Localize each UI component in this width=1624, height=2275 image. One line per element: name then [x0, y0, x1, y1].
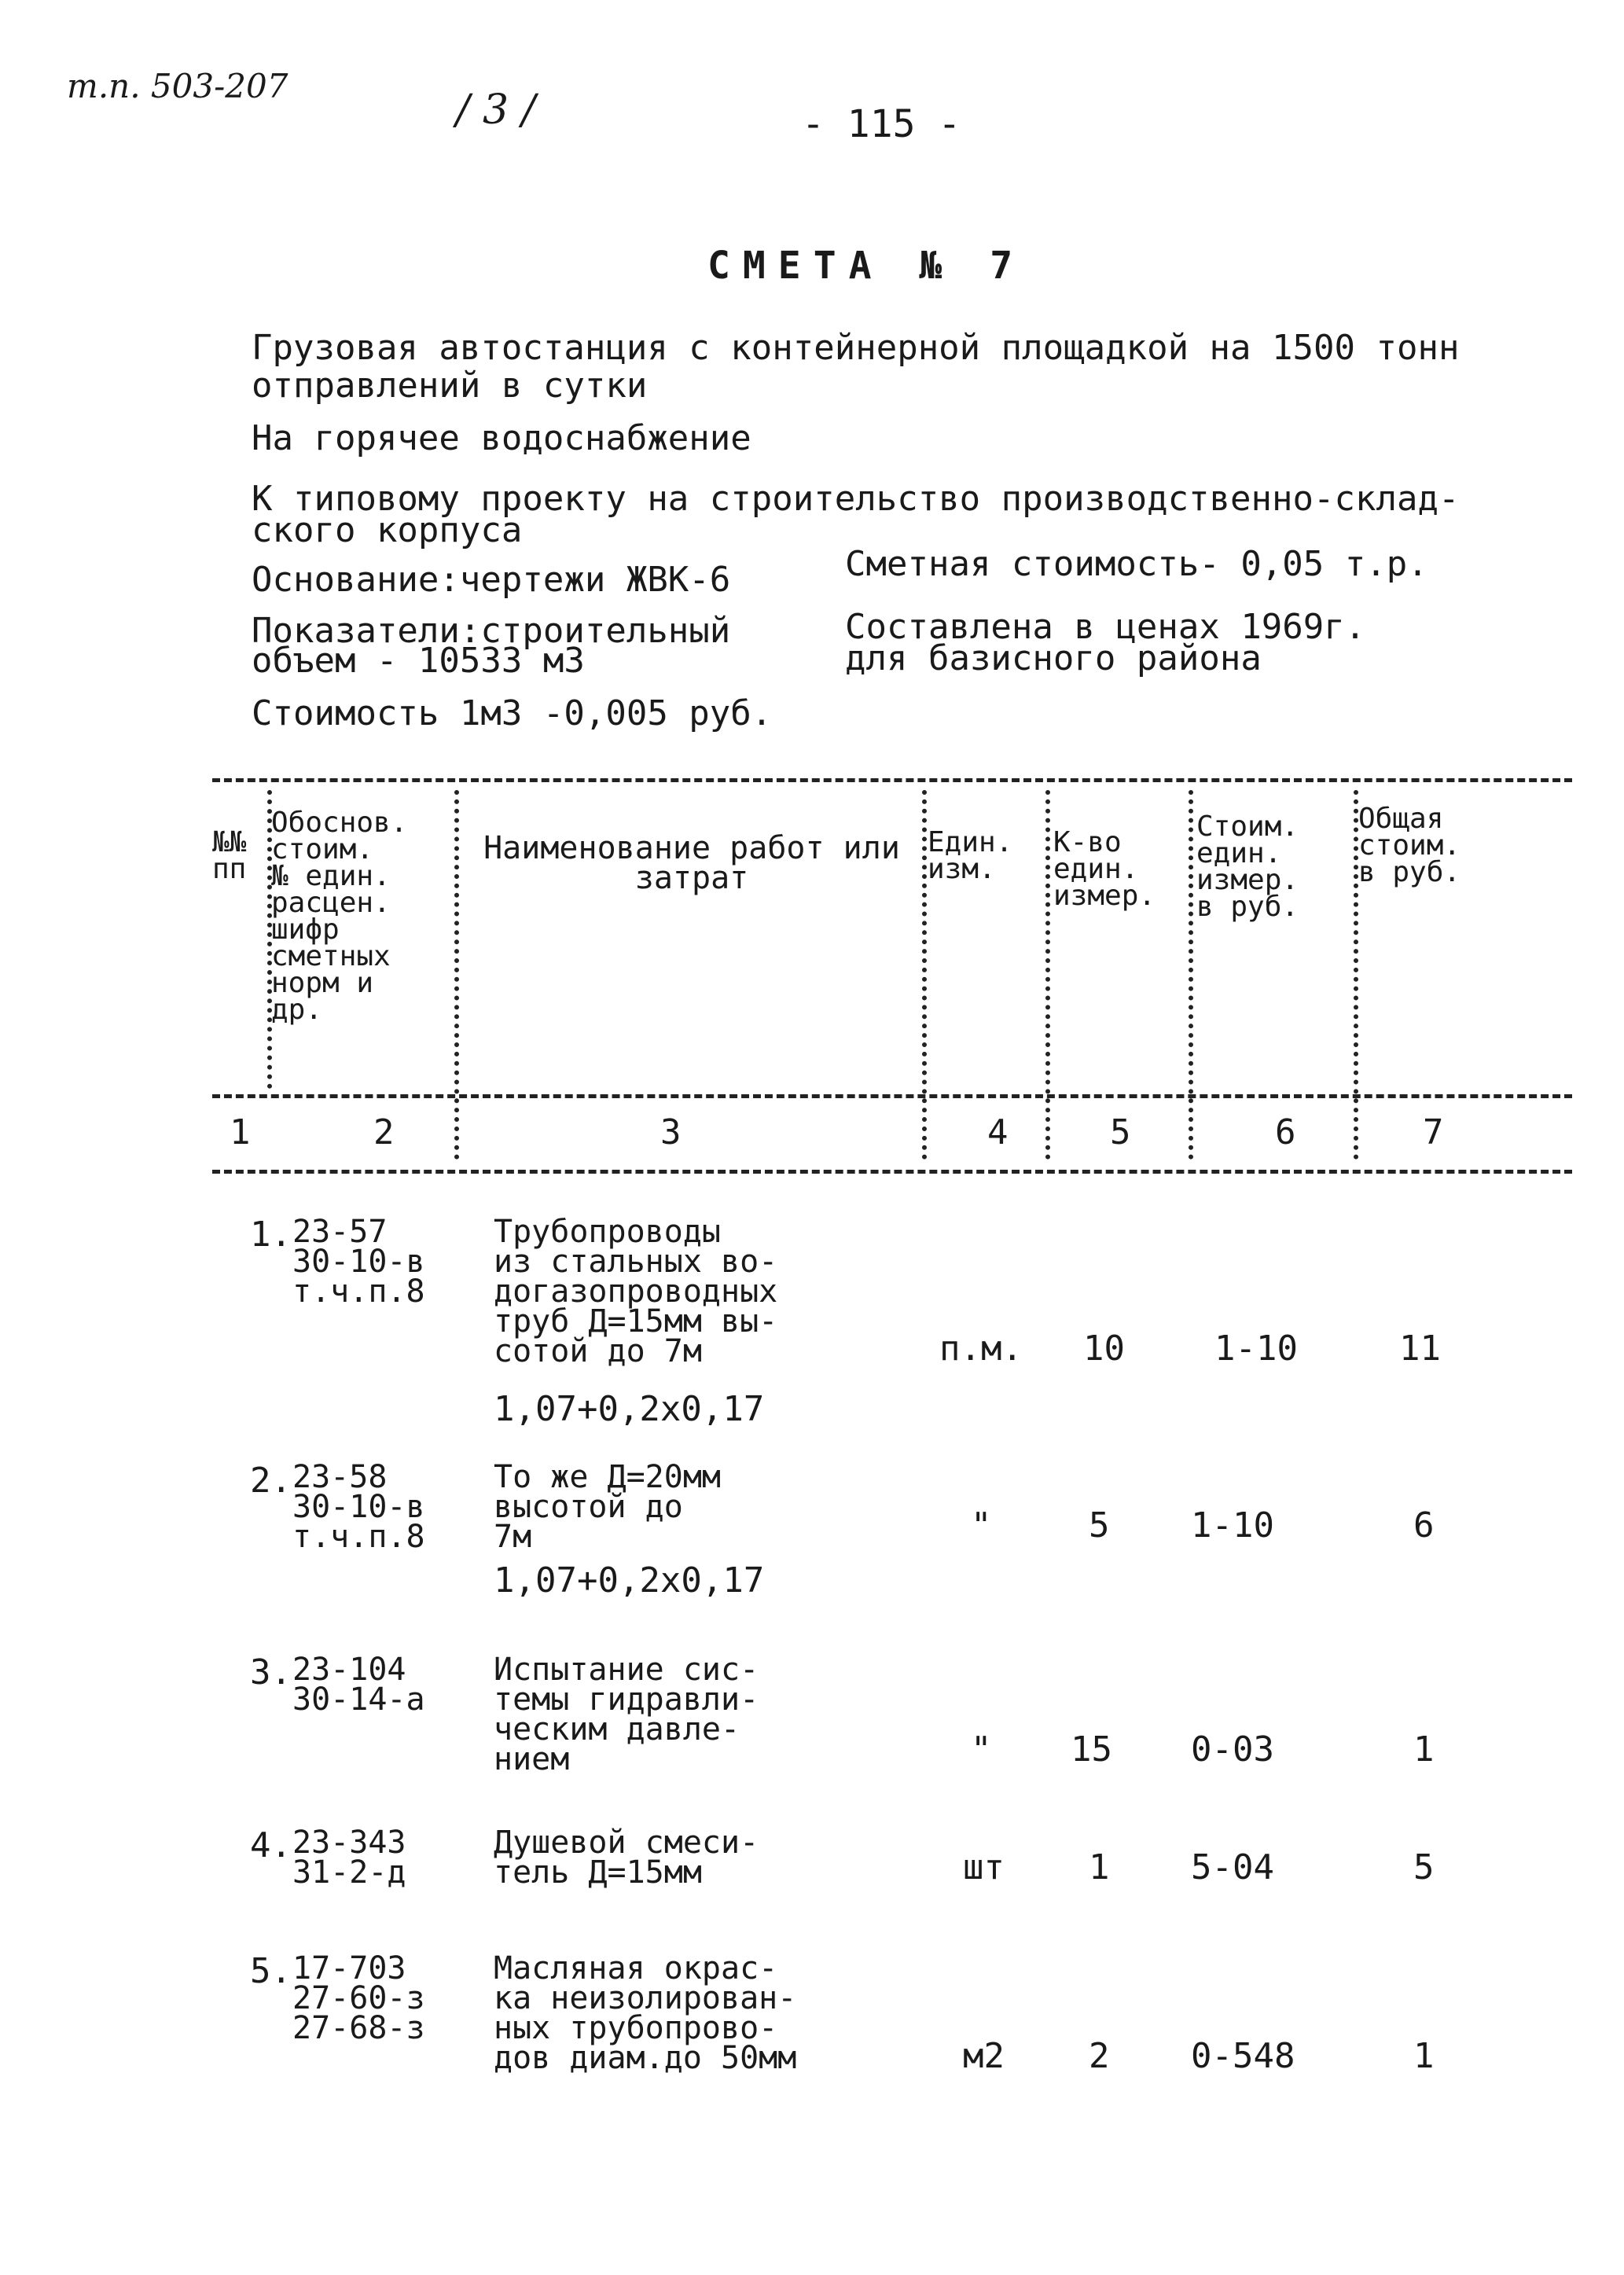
header-total-cost: Общая стоим. в руб. — [1358, 803, 1461, 888]
table-top-rule — [212, 778, 1572, 782]
prices-basis-line2: для базисного района — [845, 638, 1262, 678]
row-unit: шт — [963, 1847, 1005, 1887]
row-formula: 1,07+0,2х0,17 — [494, 1560, 765, 1601]
row-unit-price: 0-548 — [1191, 2036, 1295, 2076]
row-work-name: Масляная окрас- ка неизолирован- ных трубопрово- дов диам.до 50мм — [494, 1950, 797, 2076]
row-total-cost: 6 — [1413, 1505, 1435, 1545]
row-quantity: 1 — [1089, 1847, 1110, 1887]
column-separator — [454, 790, 459, 1160]
row-number: 5. — [250, 1951, 292, 1991]
unit-cost: Стоимость 1м3 -0,005 руб. — [252, 693, 773, 733]
header-unit: Един. изм. — [928, 826, 1013, 885]
row-number: 1. — [250, 1215, 292, 1255]
page-number: - 115 - — [802, 102, 961, 146]
estimate-subject: На горячее водоснабжение — [252, 418, 751, 458]
row-number: 2. — [250, 1461, 292, 1501]
row-quantity: 5 — [1089, 1505, 1110, 1545]
column-numbers-bottom-rule — [212, 1170, 1572, 1174]
row-total-cost: 11 — [1399, 1329, 1441, 1369]
row-number: 4. — [250, 1825, 292, 1865]
row-quantity: 10 — [1083, 1329, 1125, 1369]
row-quantity: 15 — [1071, 1729, 1112, 1770]
row-justification: 17-703 27-60-з 27-68-з — [292, 1950, 425, 2046]
row-unit: " — [971, 1729, 992, 1770]
row-total-cost: 1 — [1413, 1729, 1435, 1770]
row-total-cost: 5 — [1413, 1847, 1435, 1887]
column-separator — [1189, 790, 1193, 1160]
indicators-line1: Показатели:строительный — [252, 611, 731, 651]
estimate-title: СМЕТА № 7 — [707, 244, 1026, 288]
row-quantity: 2 — [1089, 2036, 1110, 2076]
row-work-name: Трубопроводы из стальных во- догазопроводных труб Д=15мм вы- сотой до 7м — [494, 1214, 778, 1369]
document-reference: т.п. 503-207 — [67, 67, 288, 105]
project-type-line1: К типовому проекту на строительство производственно-склад- — [252, 479, 1460, 519]
header-justification: Обоснов. стоим. № един. расцен. шифр сметных норм и др. — [271, 807, 408, 1026]
project-name-line1: Грузовая автостанция с контейнерной площадкой на 1500 тонн — [252, 328, 1460, 368]
indicators-line2: объем - 10533 м3 — [252, 641, 585, 681]
column-number: 5 — [1110, 1112, 1131, 1152]
row-unit-price: 1-10 — [1214, 1329, 1298, 1369]
header-unit-price: Стоим. един. измер. в руб. — [1196, 810, 1299, 923]
row-total-cost: 1 — [1413, 2036, 1435, 2076]
row-number: 3. — [250, 1652, 292, 1692]
row-justification: 23-58 30-10-в т.ч.п.8 — [292, 1459, 425, 1555]
row-justification: 23-104 30-14-а — [292, 1652, 425, 1718]
column-number: 7 — [1423, 1112, 1444, 1152]
column-number: 1 — [230, 1112, 251, 1152]
column-number: 6 — [1275, 1112, 1296, 1152]
row-work-name: Душевой смеси- тель Д=15мм — [494, 1825, 759, 1891]
row-unit: п.м. — [939, 1329, 1023, 1369]
row-unit: " — [971, 1505, 992, 1545]
header-work-name: Наименование работ или затрат — [483, 830, 900, 896]
column-separator — [1045, 790, 1050, 1160]
column-number: 2 — [373, 1112, 395, 1152]
prices-basis-line1: Составлена в ценах 1969г. — [845, 607, 1366, 647]
row-formula: 1,07+0,2х0,17 — [494, 1389, 765, 1429]
estimated-cost: Сметная стоимость- 0,05 т.р. — [845, 544, 1428, 584]
project-name-line2: отправлений в сутки — [252, 366, 648, 406]
row-unit-price: 1-10 — [1191, 1505, 1274, 1545]
row-unit-price: 0-03 — [1191, 1729, 1274, 1770]
header-row-number: №№ пп — [212, 826, 247, 885]
row-justification: 23-343 31-2-д — [292, 1825, 406, 1891]
project-type-line2: ского корпуса — [252, 510, 523, 550]
sheet-mark: / 3 / — [456, 86, 536, 134]
row-unit-price: 5-04 — [1191, 1847, 1274, 1887]
column-numbers-top-rule — [212, 1094, 1572, 1098]
column-number: 3 — [660, 1112, 682, 1152]
basis-text: Основание:чертежи ЖВК-6 — [252, 560, 731, 600]
row-unit: м2 — [963, 2036, 1005, 2076]
header-quantity: К-во един. измер. — [1053, 826, 1156, 912]
row-work-name: Испытание сис- темы гидравли- ческим давле- нием — [494, 1652, 759, 1777]
row-work-name: То же Д=20мм высотой до 7м — [494, 1459, 721, 1555]
column-number: 4 — [987, 1112, 1009, 1152]
row-justification: 23-57 30-10-в т.ч.п.8 — [292, 1214, 425, 1310]
